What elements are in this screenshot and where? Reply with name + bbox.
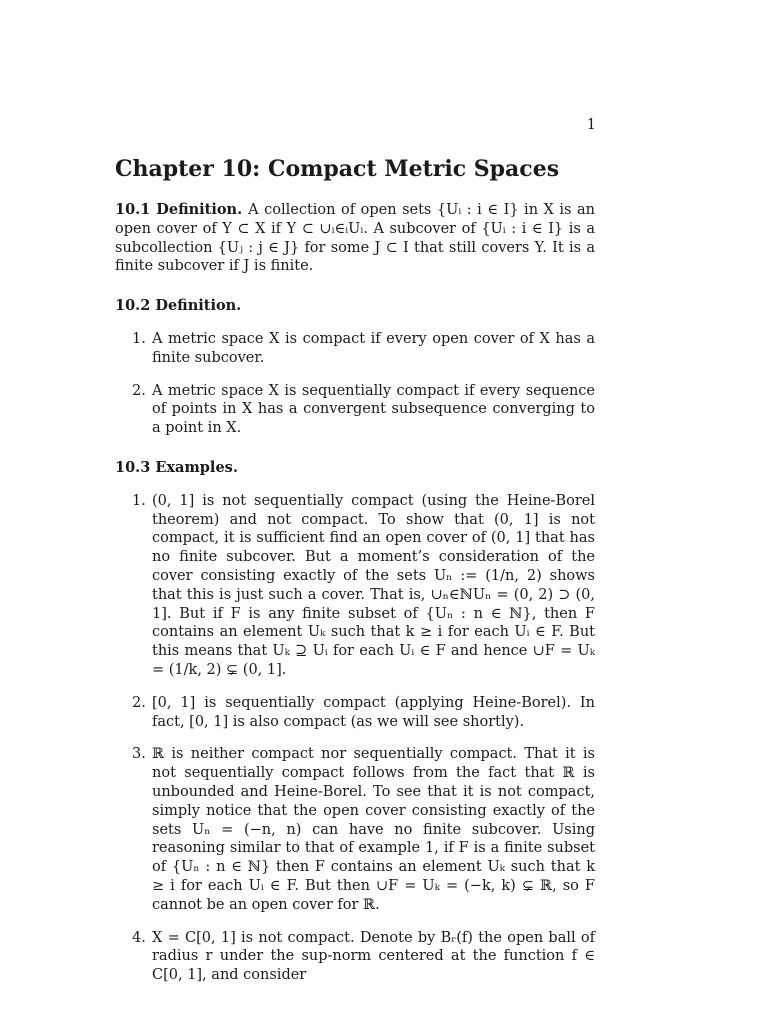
- item-number: 2.: [132, 694, 146, 711]
- chapter-title: Chapter 10: Compact Metric Spaces: [115, 156, 560, 182]
- list-item: [115, 492, 595, 680]
- definition-10-2-list: [115, 330, 595, 438]
- examples-10-3: [115, 459, 595, 985]
- definition-10-1-text: A collection of open sets {Uᵢ : i ∈ I} in X is an open cover of Y ⊂ X if Y ⊂ ∪ᵢ∈ᵢUᵢ. A subcover of {Uᵢ : i ∈ I} is a subcollection {Uⱼ : j ∈ J} for some J ⊂ I that still covers Y. It is a finite subcover if J is finite.: [115, 202, 595, 275]
- item-text: X = C[0, 1] is not compact. Denote by Bᵣ(f) the open ball of radius r under the sup-norm centered at the function f ∈ C[0, 1], and consider: [152, 929, 595, 984]
- definition-10-1: [115, 201, 595, 276]
- item-number: 3.: [132, 746, 146, 763]
- item-text: ℝ is neither compact nor sequentially compact. That it is not sequentially compact follows from the fact that ℝ is unbounded and Heine-Borel. To see that it is not compact, simply notice that the open cover consisting exactly of the sets Uₙ = (−n, n) can have no finite subcover. Using reasoning similar to that of example 1, if F is a finite subset of {Uₙ : n ∈ ℕ} then F contains an element Uₖ such that k ≥ i for each Uᵢ ∈ F. But then ∪F = Uₖ = (−k, k) ⊊ ℝ, so F cannot be an open cover for ℝ.: [152, 746, 595, 913]
- definition-10-1-heading: 10.1 Definition.: [115, 201, 243, 218]
- definition-10-1-paragraph: [115, 201, 595, 276]
- item-text: A metric space X is compact if every open cover of X has a finite subcover.: [152, 330, 595, 366]
- list-item: [115, 382, 595, 438]
- list-item: [115, 694, 595, 732]
- item-text: (0, 1] is not sequentially compact (using the Heine-Borel theorem) and not compact. To show that (0, 1] is not compact, it is sufficient find an open cover of (0, 1] that has no finite subcover. But a moment’s consideration of the cover consisting exactly of the sets Uₙ := (1/n, 2) shows that this is just such a cover. That is, ∪ₙ∈ℕUₙ = (0, 2) ⊃ (0, 1]. But if F is any finite subset of {Uₙ : n ∈ ℕ}, then F contains an element Uₖ such that k ≥ i for each Uᵢ ∈ F. But this means that Uₖ ⊇ Uᵢ for each Uᵢ ∈ F and hence ∪F = Uₖ = (1/k, 2) ⊊ (0, 1].: [152, 492, 595, 678]
- list-item: [115, 330, 595, 368]
- item-number: 2.: [132, 382, 146, 399]
- page-content: [115, 155, 595, 1006]
- definition-10-2: [115, 297, 595, 438]
- item-text: [0, 1] is sequentially compact (applying Heine-Borel). In fact, [0, 1] is also compact (as we will see shortly).: [152, 694, 595, 730]
- item-text: A metric space X is sequentially compact if every sequence of points in X has a convergent subsequence converging to a point in X.: [152, 382, 595, 437]
- definition-10-2-heading: 10.2 Definition.: [115, 297, 242, 315]
- item-number: 1.: [132, 330, 146, 347]
- examples-10-3-heading: 10.3 Examples.: [115, 458, 238, 476]
- page-number: 1: [586, 117, 596, 133]
- examples-10-3-list: [115, 492, 595, 985]
- item-number: 1.: [132, 492, 146, 509]
- list-item: [115, 929, 595, 985]
- list-item: [115, 745, 595, 914]
- item-number: 4.: [132, 929, 146, 946]
